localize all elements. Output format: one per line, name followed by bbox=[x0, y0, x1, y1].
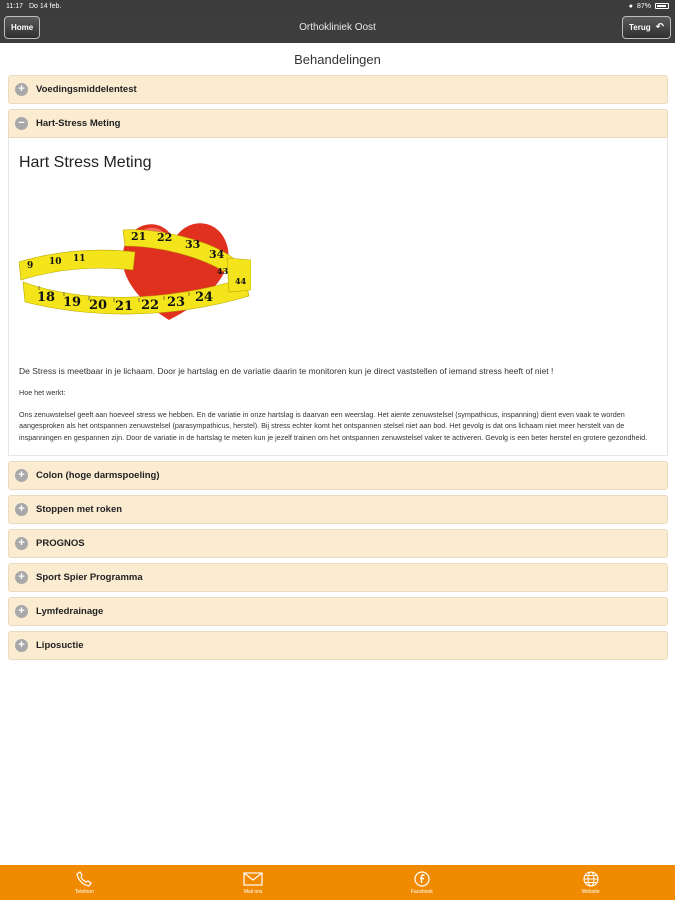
treatments-list bbox=[8, 75, 668, 665]
page-title: Behandelingen bbox=[294, 52, 381, 67]
tape-number: 18 bbox=[37, 290, 56, 305]
accordion-item-label: PROGNOS bbox=[36, 538, 85, 549]
plus-icon: + bbox=[15, 83, 28, 96]
tape-number: 43 bbox=[217, 266, 229, 276]
plus-icon: + bbox=[15, 537, 28, 550]
tape-number: 11 bbox=[73, 254, 86, 264]
status-bar bbox=[0, 0, 675, 12]
accordion-item-label: Sport Spier Programma bbox=[36, 572, 143, 583]
tab-mail-ons[interactable] bbox=[169, 865, 338, 900]
accordion-item-label: Hart-Stress Meting bbox=[36, 118, 121, 129]
status-time: 11:17 bbox=[6, 2, 23, 10]
status-date: Do 14 feb. bbox=[29, 2, 62, 10]
panel-heading: Hart Stress Meting bbox=[19, 154, 152, 171]
tab-label: Mail ons bbox=[243, 888, 263, 895]
plus-icon: + bbox=[15, 503, 28, 516]
tape-number: 22 bbox=[141, 298, 160, 313]
accordion-item-lymfedrainage[interactable] bbox=[8, 597, 668, 626]
app-title: Orthokliniek Oost bbox=[299, 22, 376, 33]
tape-number: 23 bbox=[167, 295, 186, 310]
phone-icon bbox=[76, 871, 92, 887]
tape-number: 34 bbox=[209, 248, 225, 261]
accordion-item-label: Colon (hoge darmspoeling) bbox=[36, 470, 160, 481]
accordion-item-sport-spier-programma[interactable] bbox=[8, 563, 668, 592]
tape-number: 44 bbox=[235, 276, 247, 286]
tape-number: 9 bbox=[27, 261, 34, 271]
accordion-item-label: Liposuctie bbox=[36, 640, 84, 651]
how-it-works-label: Hoe het werkt: bbox=[19, 388, 66, 397]
back-button[interactable] bbox=[622, 16, 671, 39]
plus-icon: + bbox=[15, 605, 28, 618]
battery-icon bbox=[655, 3, 669, 9]
navigation-bar bbox=[0, 12, 675, 43]
mail-icon bbox=[243, 871, 263, 887]
accordion-item-label: Stoppen met roken bbox=[36, 504, 123, 515]
tab-label: Facebook bbox=[410, 888, 433, 895]
plus-icon: + bbox=[15, 571, 28, 584]
accordion-item-prognos[interactable] bbox=[8, 529, 668, 558]
tab-telefoon[interactable] bbox=[0, 865, 169, 900]
facebook-icon bbox=[414, 871, 430, 887]
wifi-icon: ● bbox=[628, 2, 633, 10]
home-button-label: Home bbox=[11, 23, 34, 32]
tape-number: 19 bbox=[63, 295, 82, 310]
accordion-item-stoppen-met-roken[interactable] bbox=[8, 495, 668, 524]
plus-icon: + bbox=[15, 639, 28, 652]
accordion-item-voedingsmiddelentest[interactable] bbox=[8, 75, 668, 104]
tab-label: Website bbox=[581, 888, 600, 895]
accordion-item-label: Voedingsmiddelentest bbox=[36, 84, 137, 95]
tab-facebook[interactable] bbox=[338, 865, 507, 900]
back-button-label: Terug bbox=[628, 23, 651, 32]
accordion-item-hart-stress-meting[interactable] bbox=[8, 109, 668, 138]
tape-number: 21 bbox=[115, 299, 134, 314]
tape-number: 22 bbox=[157, 231, 173, 244]
minus-icon: − bbox=[15, 117, 28, 130]
home-button[interactable] bbox=[4, 16, 40, 39]
intro-text: De Stress is meetbaar in je lichaam. Door je hartslag en de variatie daarin te monitoren kun je direct vaststellen of iemand stress heeft of niet ! bbox=[19, 366, 554, 376]
tape-number: 10 bbox=[49, 257, 62, 267]
tape-number: 33 bbox=[185, 238, 201, 251]
tab-label: Telefoon bbox=[74, 888, 94, 895]
accordion-item-liposuctie[interactable] bbox=[8, 631, 668, 660]
heart-measuring-tape-image bbox=[19, 210, 251, 330]
plus-icon: + bbox=[15, 469, 28, 482]
globe-icon bbox=[583, 871, 599, 887]
accordion-panel-hart-stress-meting bbox=[8, 138, 668, 456]
tab-website[interactable] bbox=[506, 865, 675, 900]
battery-percentage: 87% bbox=[636, 2, 651, 10]
accordion-item-label: Lymfedrainage bbox=[36, 606, 104, 617]
back-arrow-icon: ↶ bbox=[655, 22, 664, 33]
tape-number: 24 bbox=[195, 290, 214, 305]
accordion-item-colon[interactable] bbox=[8, 461, 668, 490]
bottom-tab-bar bbox=[0, 865, 675, 900]
tape-number: 21 bbox=[131, 230, 147, 243]
tape-number: 20 bbox=[89, 298, 108, 313]
description-text: Ons zenuwstelsel geeft aan hoeveel stress we hebben. En de variatie in onze hartslag is daarvan een weerslag. Het aiente zenuwstelsel (sympathicus, inspanning) dient even vaak te worden aangesproken als het ontspannen zenuwstelsel (parasympathicus, herstel). Bij stress echter komt het ontspannen stelsel niet aan bod. Het gevolg is dat ons lichaam niet meer herstelt van de inspanningen en gespannen zijn. Door de variatie in de hartslag te meten kun je jezelf trainen om het ontspannen zenuwstelsel vaker te activeren. Gevolg is een beter herstel en grotere gezondheid. bbox=[19, 409, 648, 442]
